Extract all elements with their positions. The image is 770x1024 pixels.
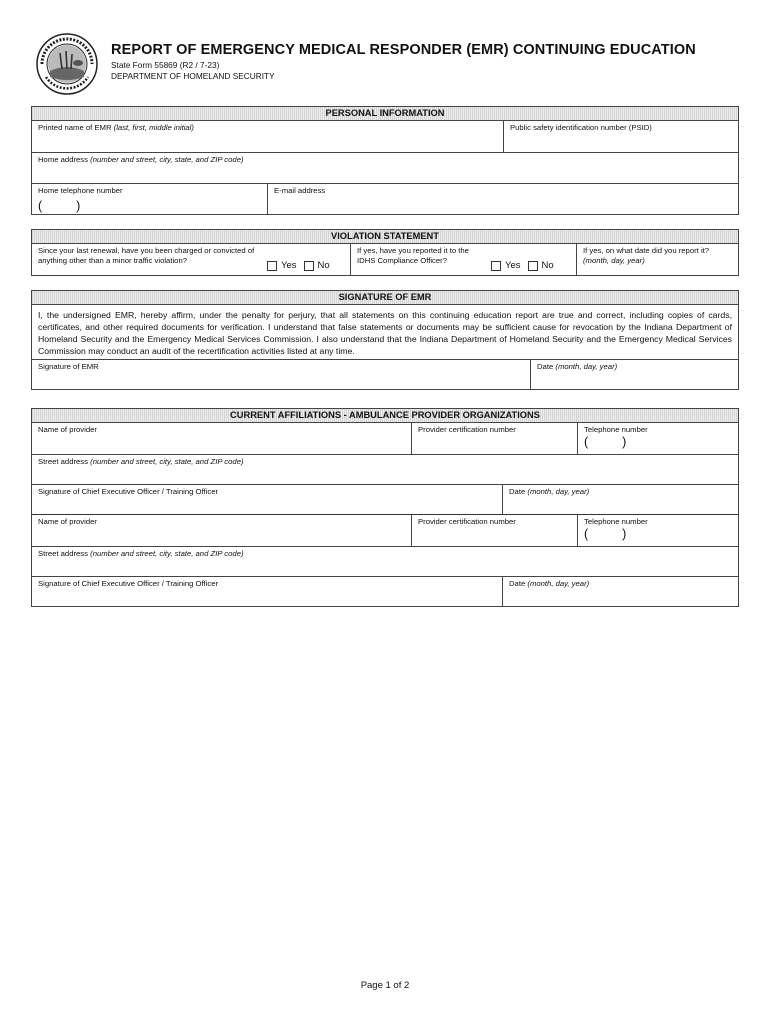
provider-name-field[interactable] <box>32 515 411 546</box>
field-hint: (month, day, year) <box>555 362 618 371</box>
no-label: No <box>541 260 554 271</box>
state-seal-logo <box>36 33 98 95</box>
field-hint: (month, day, year) <box>527 579 590 588</box>
yes-label: Yes <box>505 260 521 271</box>
question-text: If yes, have you reported it to the IDHS Compliance Officer? <box>357 246 469 265</box>
field-hint: (number and street, city, state, and ZIP code) <box>90 457 244 466</box>
section-heading: SIGNATURE OF EMR <box>32 291 738 305</box>
field-label: Signature of Chief Executive Officer / Training Officer <box>38 487 219 496</box>
field-hint: (number and street, city, state, and ZIP code) <box>90 549 244 558</box>
field-label: E-mail address <box>274 186 326 195</box>
emr-signature-field[interactable] <box>32 360 530 389</box>
email-field[interactable] <box>267 184 738 214</box>
field-hint: (month, day, year) <box>583 256 645 265</box>
report-date-field[interactable] <box>576 244 738 275</box>
home-address-field[interactable] <box>32 153 738 183</box>
provider-street-address-field[interactable] <box>32 547 738 576</box>
personal-information-section <box>31 106 739 215</box>
area-code-open: ( <box>584 435 589 449</box>
department-name: DEPARTMENT OF HOMELAND SECURITY <box>111 71 275 81</box>
area-code-open: ( <box>584 527 589 541</box>
question-text: Since your last renewal, have you been charged or convicted of anything other than a minor traffic violation? <box>38 246 255 265</box>
section-heading: PERSONAL INFORMATION <box>32 107 738 121</box>
section-heading: VIOLATION STATEMENT <box>32 230 738 244</box>
field-label: Signature of EMR <box>38 362 99 371</box>
provider-telephone-field[interactable] <box>577 515 738 546</box>
page-title: REPORT OF EMERGENCY MEDICAL RESPONDER (EMR) CONTINUING EDUCATION <box>111 42 696 58</box>
charged-no-checkbox[interactable] <box>304 261 314 271</box>
ceo-signature-date-field[interactable] <box>502 577 738 606</box>
area-code-open: ( <box>38 199 43 213</box>
violation-question-charged <box>32 244 261 275</box>
ceo-signature-field[interactable] <box>32 577 502 606</box>
provider-certification-field[interactable] <box>411 423 577 454</box>
field-label: Printed name of EMR <box>38 123 112 132</box>
field-label: Telephone number <box>584 517 648 526</box>
page-number: Page 1 of 2 <box>360 980 410 991</box>
affirmation-text: I, the undersigned EMR, hereby affirm, under the penalty for perjury, that all statements on this continuing education report are true and correct, including copies of cards, certificates, and other required documents for verification. I understand that false statements or documents may be sufficient cause for revocation by the Indiana Department of Homeland Security and the Emergency Medical Services Commission. I also understand that the Indiana Department of Homeland Security and the Emergency Medical Services Commission may conduct an audit of the recertification activities listed at any time. <box>38 310 732 356</box>
field-label: Name of provider <box>38 517 97 526</box>
section-heading: CURRENT AFFILIATIONS - AMBULANCE PROVIDER ORGANIZATIONS <box>32 409 738 423</box>
provider-certification-field[interactable] <box>411 515 577 546</box>
field-label: Public safety identification number (PSID) <box>510 123 652 132</box>
field-label: Name of provider <box>38 425 97 434</box>
area-code-close: ) <box>622 435 627 449</box>
state-form-number: State Form 55869 (R2 / 7-23) <box>111 60 220 70</box>
charged-yes-checkbox[interactable] <box>267 261 277 271</box>
charged-yes-no <box>261 244 350 275</box>
current-affiliations-section <box>31 408 739 607</box>
field-label: Date <box>509 579 526 588</box>
field-label: Signature of Chief Executive Officer / Training Officer <box>38 579 219 588</box>
provider-street-address-field[interactable] <box>32 455 738 484</box>
psid-field[interactable] <box>503 121 738 152</box>
ceo-signature-field[interactable] <box>32 485 502 514</box>
violation-statement-section <box>31 229 739 276</box>
ceo-signature-date-field[interactable] <box>502 485 738 514</box>
signature-date-field[interactable] <box>530 360 738 389</box>
area-code-close: ) <box>76 199 81 213</box>
field-label: Street address <box>38 549 88 558</box>
reported-yes-no <box>485 244 576 275</box>
field-label: Home telephone number <box>38 186 123 195</box>
reported-no-checkbox[interactable] <box>528 261 538 271</box>
field-hint: (month, day, year) <box>527 487 590 496</box>
signature-section <box>31 290 739 390</box>
field-label: Date <box>509 487 526 496</box>
violation-question-reported <box>350 244 485 275</box>
field-label: Telephone number <box>584 425 648 434</box>
provider-name-field[interactable] <box>32 423 411 454</box>
area-code-close: ) <box>622 527 627 541</box>
printed-name-field[interactable] <box>32 121 503 152</box>
question-text: If yes, on what date did you report it? <box>583 246 710 255</box>
provider-telephone-field[interactable] <box>577 423 738 454</box>
field-label: Street address <box>38 457 88 466</box>
field-label: Home address <box>38 155 88 164</box>
home-telephone-field[interactable] <box>32 184 267 214</box>
field-label: Provider certification number <box>418 517 516 526</box>
no-label: No <box>317 260 330 271</box>
field-hint: (number and street, city, state, and ZIP code) <box>90 155 244 164</box>
yes-label: Yes <box>281 260 297 271</box>
reported-yes-checkbox[interactable] <box>491 261 501 271</box>
field-hint: (last, first, middle initial) <box>113 123 194 132</box>
field-label: Date <box>537 362 554 371</box>
field-label: Provider certification number <box>418 425 516 434</box>
